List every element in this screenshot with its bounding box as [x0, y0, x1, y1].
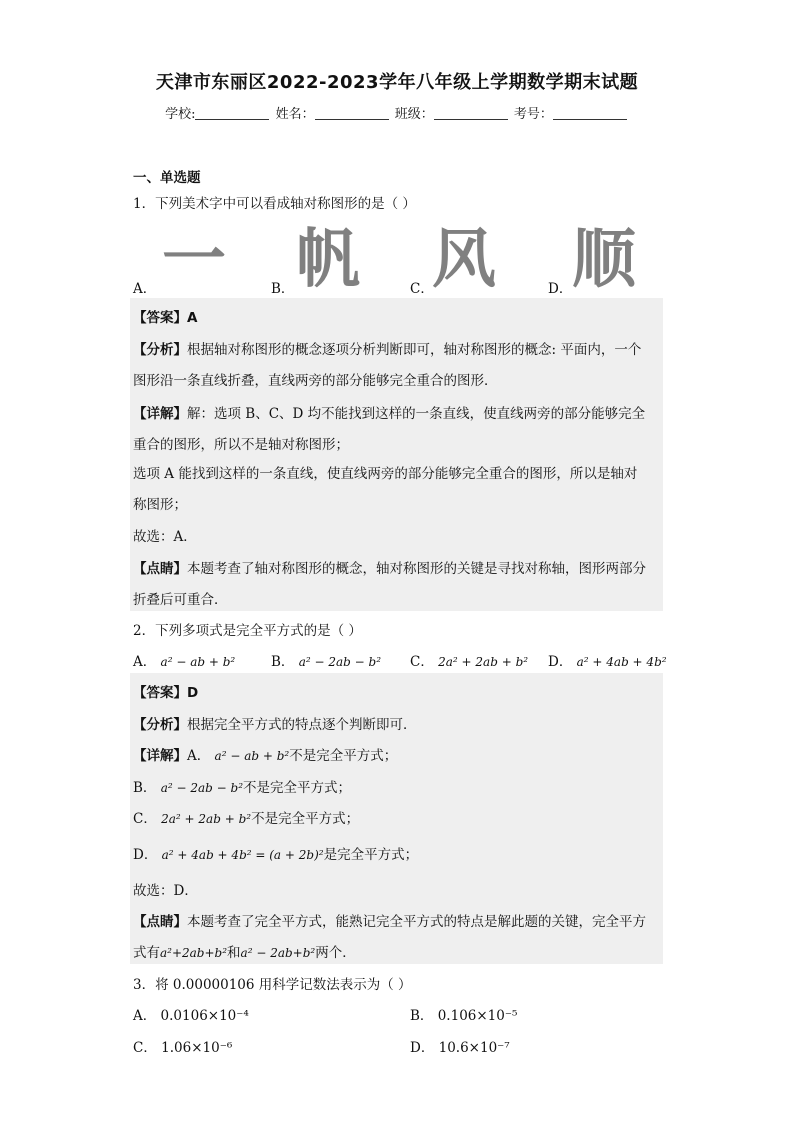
q3-option-b: B． 0.106×10⁻⁵	[410, 1008, 518, 1024]
q3-option-c: C． 1.06×10⁻⁶	[133, 1040, 233, 1056]
q2-detail-d: D． a² + 4ab + 4b² = (a + 2b)²是完全平方式；	[133, 847, 419, 863]
school-label: 学校:	[165, 107, 196, 122]
q2-answer: 【答案】D	[133, 685, 199, 701]
q1-comment-line-2: 折叠后可重合．	[133, 592, 228, 608]
section-heading: 一、单选题	[133, 170, 201, 186]
q2-choose: 故选：D．	[133, 883, 198, 899]
q1-answer: 【答案】A	[133, 310, 198, 326]
q1-detail-line-2: 重合的图形，所以不是轴对称图形；	[133, 437, 349, 453]
name-label: 姓名：	[275, 107, 315, 122]
q1-detail-line-4: 称图形；	[133, 497, 187, 513]
q2-stem: 2．下列多项式是完全平方式的是（ ）	[133, 623, 362, 639]
class-label: 班级：	[394, 107, 434, 122]
q1-analysis-line-1: 【分析】根据轴对称图形的概念逐项分析判断即可，轴对称图形的概念: 平面内，一个	[133, 342, 642, 358]
student-info-line	[0, 103, 794, 122]
class-blank	[434, 107, 508, 120]
q1-option-b-label: B．	[271, 281, 295, 297]
q1-option-c-label: C．	[410, 281, 434, 297]
page-title: 天津市东丽区2022-2023学年八年级上学期数学期末试题	[155, 72, 639, 93]
q1-detail-line-1: 【详解】解：选项 B、C、D 均不能找到这样的一条直线，使直线两旁的部分能够完全	[133, 406, 646, 422]
exam-number-label: 考号：	[513, 107, 553, 122]
q3-stem: 3．将 0.00000106 用科学记数法表示为（ ）	[133, 977, 412, 993]
q2-comment-line-2: 式有a²+2ab+b²和a² − 2ab+b²两个．	[133, 945, 356, 961]
q2-option-b: B． a² − 2ab − b²	[271, 654, 382, 670]
q2-detail-a: 【详解】A． a² − ab + b²不是完全平方式；	[133, 748, 398, 764]
q2-detail-b: B． a² − 2ab − b²不是完全平方式；	[133, 780, 352, 796]
q1-option-d-label: D．	[548, 281, 573, 297]
q2-option-c: C． 2a² + 2ab + b²	[410, 654, 529, 670]
q1-option-a-glyph: 一	[162, 223, 226, 297]
q1-choose: 故选：A．	[133, 529, 197, 545]
q3-option-d: D． 10.6×10⁻⁷	[410, 1040, 510, 1056]
q1-comment-line-1: 【点睛】本题考查了轴对称图形的概念，轴对称图形的关键是寻找对称轴，图形两部分	[133, 561, 646, 577]
q2-option-a: A． a² − ab + b²	[133, 654, 236, 670]
q2-analysis-line-1: 【分析】根据完全平方式的特点逐个判断即可．	[133, 717, 417, 733]
school-blank	[195, 107, 269, 120]
q1-option-a-label: A．	[133, 281, 157, 297]
q2-option-d: D． a² + 4ab + 4b²	[548, 654, 667, 670]
name-blank	[315, 107, 389, 120]
q1-option-c-glyph: 风	[432, 223, 496, 297]
q1-option-d-glyph: 顺	[572, 223, 636, 297]
q1-stem: 1．下列美术字中可以看成轴对称图形的是（ ）	[133, 196, 416, 212]
q1-analysis-line-2: 图形沿一条直线折叠，直线两旁的部分能够完全重合的图形．	[133, 373, 498, 389]
q2-detail-c: C． 2a² + 2ab + b²不是完全平方式；	[133, 811, 360, 827]
q1-detail-line-3: 选项 A 能找到这样的一条直线，使直线两旁的部分能够完全重合的图形，所以是轴对	[133, 466, 638, 482]
exam-number-blank	[553, 107, 627, 120]
q3-option-a: A． 0.0106×10⁻⁴	[133, 1008, 249, 1024]
q1-option-b-glyph: 帆	[296, 223, 360, 297]
q2-comment-line-1: 【点睛】本题考查了完全平方式，能熟记完全平方式的特点是解此题的关键，完全平方	[133, 914, 646, 930]
